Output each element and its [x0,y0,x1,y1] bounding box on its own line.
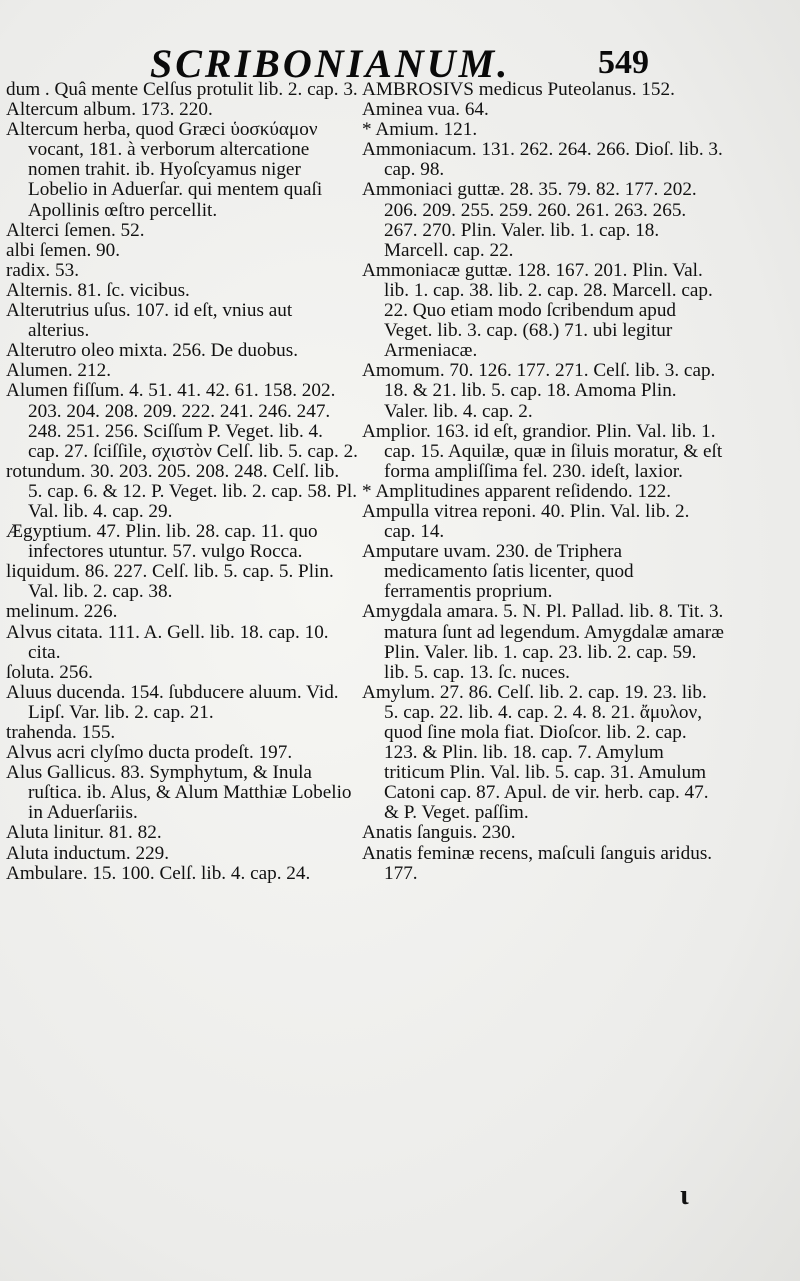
catchword-mark: ɩ [680,1180,689,1211]
index-entry: Ammoniacum. 131. 262. 264. 266. Dioſ. lib. 3. cap. 98. [362,139,723,181]
index-entry: Anatis feminæ recens, maſculi ſanguis aridus. 177. [362,842,713,884]
index-entry: Amplior. 163. id eſt, grandior. Plin. Val. lib. 1. cap. 15. Aquilæ, quæ in ſiluis moratur, & eſt forma ampliſſima fel. 230. ideſt, laxior. [362,420,723,482]
index-entry: Altercum album. 173. 220. [6,99,213,121]
index-entry: Anatis ſanguis. 230. [362,822,516,844]
index-entry: Alumen. 212. [6,360,111,382]
index-entry: Amylum. 27. 86. Celſ. lib. 2. cap. 19. 23. lib. 5. cap. 22. lib. 4. cap. 2. 4. 8. 21. ἄμυλον, quod ſine mola fiat. Dioſcor. lib. 2. cap. 123. & Plin. lib. 18. cap. 7. Amylum triticum Plin. Val. lib. 5. cap. 31. Amulum Catoni cap. 87. Apul. de vir. herb. cap. 47. & P. Veget. paſſim. [362,681,709,824]
index-entry: AMBROSIVS medicus Puteolanus. 152. [362,79,675,100]
index-entry: Alvus citata. 111. A. Gell. lib. 18. cap. 10. cita. [6,621,329,663]
index-entry: Alumen fiſſum. 4. 51. 41. 42. 61. 158. 202. 203. 204. 208. 209. 222. 241. 246. 247. 248. 251. 256. Sciſſum P. Veget. lib. 4. cap. 27. ſciſſile, σχιστὸν Celſ. lib. 5. cap. 2. [6,380,358,462]
index-entry: * Amplitudines apparent reſidendo. 122. [362,480,672,502]
index-entry: Aluus ducenda. 154. ſubducere aluum. Vid. Lipſ. Var. lib. 2. cap. 21. [6,681,339,723]
index-entry: Aluta inductum. 229. [6,842,170,864]
index-column-right [362,80,724,884]
index-entry: Aminea vua. 64. [362,99,489,121]
index-entry: albi ſemen. 90. [6,239,121,261]
index-entry: Amputare uvam. 230. de Triphera medicamento ſatis licenter, quod ferramentis proprium. [362,541,634,603]
index-entry: radix. 53. [6,259,80,281]
index-entry: Ægyptium. 47. Plin. lib. 28. cap. 11. quo infectores utuntur. 57. vulgo Rocca. [6,521,318,563]
index-entry: melinum. 226. [6,601,118,623]
index-entry: Alterci ſemen. 52. [6,219,145,241]
index-entry: rotundum. 30. 203. 205. 208. 248. Celſ. lib. 5. cap. 6. & 12. P. Veget. lib. 2. cap. 58. Pl. Val. lib. 4. cap. 29. [6,460,358,522]
index-entry: Aluta linitur. 81. 82. [6,822,162,844]
index-entry: Alterutrius uſus. 107. id eſt, vnius aut alterius. [6,300,293,342]
index-entry: Ammoniaci guttæ. 28. 35. 79. 82. 177. 202. 206. 209. 255. 259. 260. 261. 263. 265. 267. 270. Plin. Valer. lib. 1. cap. 18. Marcell. cap. 22. [362,179,697,261]
index-entry: ſoluta. 256. [6,661,93,683]
running-head: SCRIBONIANUM. [150,41,511,86]
index-entry: trahenda. 155. [6,722,116,743]
index-entry: Ammoniacæ guttæ. 128. 167. 201. Plin. Val. lib. 1. cap. 38. lib. 2. cap. 28. Marcell. cap. 22. Quo etiam modo ſcribendum apud Veget. lib. 3. cap. (68.) 71. ubi legitur Armeniacæ. [362,259,713,362]
index-entry: liquidum. 86. 227. Celſ. lib. 5. cap. 5. Plin. Val. lib. 2. cap. 38. [6,561,334,603]
index-entry: Ambulare. 15. 100. Celſ. lib. 4. cap. 24. [6,862,311,884]
index-entry: * Amium. 121. [362,119,478,141]
index-entry: Amygdala amara. 5. N. Pl. Pallad. lib. 8. Tit. 3. matura ſunt ad legendum. Amygdalæ amaræ Plin. Valer. lib. 1. cap. 23. lib. 2. cap. 59. lib. 5. cap. 13. ſc. nuces. [362,601,724,683]
index-entry: Alternis. 81. ſc. vicibus. [6,279,190,301]
index-column-left [6,80,358,884]
index-entry: dum . Quâ mente Celſus protulit lib. 2. cap. 3. [6,79,358,100]
index-entry: Ampulla vitrea reponi. 40. Plin. Val. lib. 2. cap. 14. [362,500,690,543]
index-entry: Alus Gallicus. 83. Symphytum, & Inula ruſtica. ib. Alus, & Alum Matthiæ Lobelio in Aduerſariis. [6,762,352,824]
index-entry: Amomum. 70. 126. 177. 271. Celſ. lib. 3. cap. 18. & 21. lib. 5. cap. 18. Amoma Plin. Valer. lib. 4. cap. 2. [362,360,716,422]
index-entry: Alterutro oleo mixta. 256. De duobus. [6,340,299,362]
index-entry: Alvus acri clyſmo ducta prodeſt. 197. [6,742,293,764]
page-number: 549 [598,44,649,81]
index-entry: Altercum herba, quod Græci ὑοσκύαμον vocant, 181. à verborum altercatione nomen trahit. ib. Hyoſcyamus niger Lobelio in Aduerſar. qui mentem quaſi Apollinis œſtro percellit. [6,119,323,221]
